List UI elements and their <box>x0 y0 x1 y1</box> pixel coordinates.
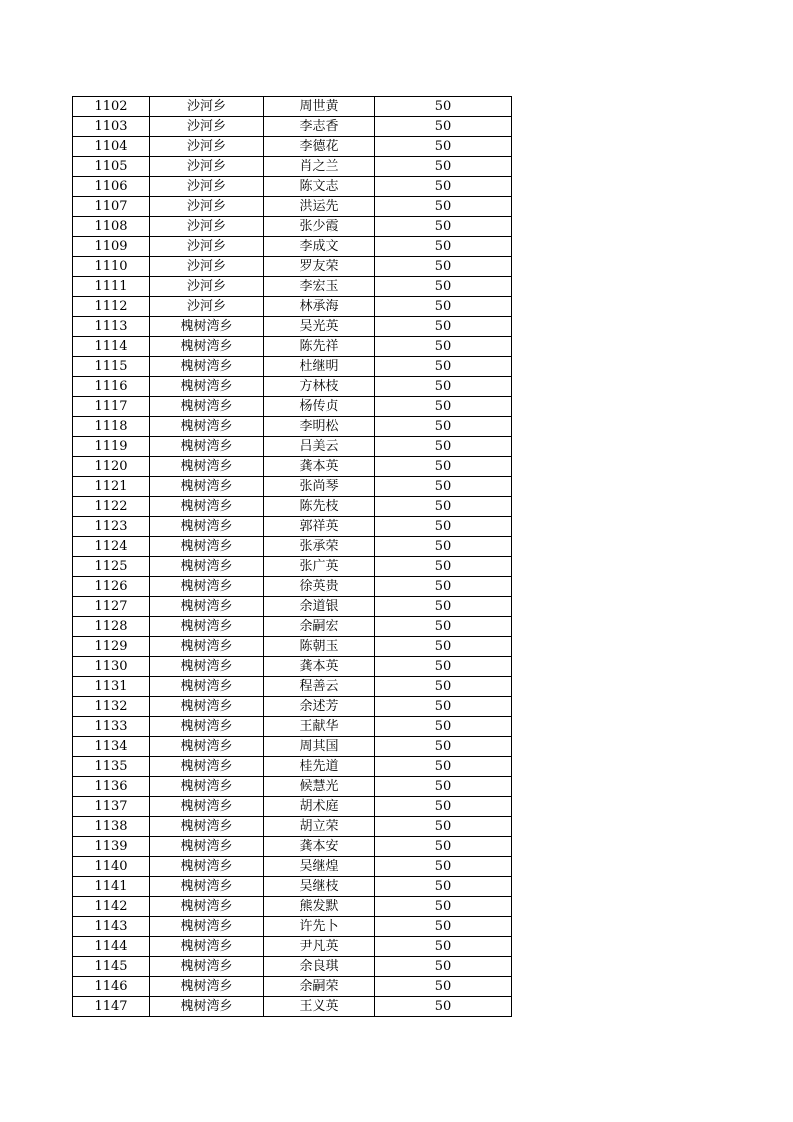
name-cell: 肖之兰 <box>264 157 375 177</box>
table-row <box>73 377 512 397</box>
amount-cell: 50 <box>375 857 512 877</box>
table-row <box>73 197 512 217</box>
amount-cell: 50 <box>375 697 512 717</box>
table-row <box>73 997 512 1017</box>
table-row <box>73 937 512 957</box>
table-row <box>73 137 512 157</box>
name-cell: 杨传贞 <box>264 397 375 417</box>
amount-cell: 50 <box>375 337 512 357</box>
name-cell: 郭祥英 <box>264 517 375 537</box>
township-cell: 槐树湾乡 <box>150 437 264 457</box>
table-row <box>73 397 512 417</box>
name-cell: 程善云 <box>264 677 375 697</box>
row-number-cell: 1106 <box>73 177 150 197</box>
name-cell: 王义英 <box>264 997 375 1017</box>
row-number-cell: 1140 <box>73 857 150 877</box>
table-row <box>73 477 512 497</box>
township-cell: 槐树湾乡 <box>150 797 264 817</box>
name-cell: 吴光英 <box>264 317 375 337</box>
name-cell: 龚本英 <box>264 657 375 677</box>
amount-cell: 50 <box>375 637 512 657</box>
name-cell: 罗友荣 <box>264 257 375 277</box>
table-row <box>73 977 512 997</box>
amount-cell: 50 <box>375 957 512 977</box>
table-row <box>73 557 512 577</box>
table-row <box>73 617 512 637</box>
township-cell: 槐树湾乡 <box>150 997 264 1017</box>
township-cell: 槐树湾乡 <box>150 477 264 497</box>
amount-cell: 50 <box>375 377 512 397</box>
row-number-cell: 1147 <box>73 997 150 1017</box>
amount-cell: 50 <box>375 397 512 417</box>
name-cell: 吴继枝 <box>264 877 375 897</box>
amount-cell: 50 <box>375 837 512 857</box>
township-cell: 槐树湾乡 <box>150 537 264 557</box>
table-row <box>73 297 512 317</box>
amount-cell: 50 <box>375 317 512 337</box>
township-cell: 沙河乡 <box>150 277 264 297</box>
township-cell: 槐树湾乡 <box>150 517 264 537</box>
table-row <box>73 697 512 717</box>
amount-cell: 50 <box>375 597 512 617</box>
township-cell: 槐树湾乡 <box>150 857 264 877</box>
township-cell: 槐树湾乡 <box>150 957 264 977</box>
table-row <box>73 577 512 597</box>
name-cell: 陈文志 <box>264 177 375 197</box>
name-cell: 陈先枝 <box>264 497 375 517</box>
row-number-cell: 1111 <box>73 277 150 297</box>
name-cell: 许先卜 <box>264 917 375 937</box>
township-cell: 槐树湾乡 <box>150 717 264 737</box>
township-cell: 槐树湾乡 <box>150 697 264 717</box>
amount-cell: 50 <box>375 897 512 917</box>
row-number-cell: 1102 <box>73 97 150 117</box>
row-number-cell: 1115 <box>73 357 150 377</box>
name-cell: 徐英贵 <box>264 577 375 597</box>
amount-cell: 50 <box>375 577 512 597</box>
township-cell: 沙河乡 <box>150 177 264 197</box>
township-cell: 槐树湾乡 <box>150 577 264 597</box>
township-cell: 槐树湾乡 <box>150 597 264 617</box>
amount-cell: 50 <box>375 257 512 277</box>
row-number-cell: 1130 <box>73 657 150 677</box>
table-row <box>73 497 512 517</box>
amount-cell: 50 <box>375 557 512 577</box>
amount-cell: 50 <box>375 997 512 1017</box>
name-cell: 张广英 <box>264 557 375 577</box>
township-cell: 槐树湾乡 <box>150 917 264 937</box>
amount-cell: 50 <box>375 217 512 237</box>
row-number-cell: 1138 <box>73 817 150 837</box>
table-row <box>73 437 512 457</box>
name-cell: 余嗣荣 <box>264 977 375 997</box>
table-row <box>73 857 512 877</box>
township-cell: 槐树湾乡 <box>150 677 264 697</box>
table-row <box>73 957 512 977</box>
township-cell: 槐树湾乡 <box>150 637 264 657</box>
name-cell: 龚本英 <box>264 457 375 477</box>
name-cell: 余嗣宏 <box>264 617 375 637</box>
table-row <box>73 257 512 277</box>
table-row <box>73 777 512 797</box>
name-cell: 林承海 <box>264 297 375 317</box>
row-number-cell: 1144 <box>73 937 150 957</box>
township-cell: 槐树湾乡 <box>150 737 264 757</box>
township-cell: 槐树湾乡 <box>150 877 264 897</box>
row-number-cell: 1104 <box>73 137 150 157</box>
name-cell: 尹凡英 <box>264 937 375 957</box>
row-number-cell: 1118 <box>73 417 150 437</box>
row-number-cell: 1123 <box>73 517 150 537</box>
name-cell: 李德花 <box>264 137 375 157</box>
table-row <box>73 757 512 777</box>
amount-cell: 50 <box>375 537 512 557</box>
row-number-cell: 1129 <box>73 637 150 657</box>
township-cell: 槐树湾乡 <box>150 657 264 677</box>
row-number-cell: 1122 <box>73 497 150 517</box>
amount-cell: 50 <box>375 917 512 937</box>
name-cell: 胡立荣 <box>264 817 375 837</box>
amount-cell: 50 <box>375 197 512 217</box>
amount-cell: 50 <box>375 157 512 177</box>
name-cell: 陈朝玉 <box>264 637 375 657</box>
township-cell: 槐树湾乡 <box>150 777 264 797</box>
township-cell: 槐树湾乡 <box>150 977 264 997</box>
amount-cell: 50 <box>375 517 512 537</box>
township-cell: 沙河乡 <box>150 157 264 177</box>
table-row <box>73 337 512 357</box>
name-cell: 余述芳 <box>264 697 375 717</box>
township-cell: 槐树湾乡 <box>150 357 264 377</box>
amount-cell: 50 <box>375 137 512 157</box>
row-number-cell: 1126 <box>73 577 150 597</box>
amount-cell: 50 <box>375 617 512 637</box>
row-number-cell: 1112 <box>73 297 150 317</box>
name-cell: 李宏玉 <box>264 277 375 297</box>
name-cell: 王献华 <box>264 717 375 737</box>
township-cell: 沙河乡 <box>150 297 264 317</box>
township-cell: 槐树湾乡 <box>150 897 264 917</box>
row-number-cell: 1120 <box>73 457 150 477</box>
amount-cell: 50 <box>375 937 512 957</box>
name-cell: 李志香 <box>264 117 375 137</box>
township-cell: 槐树湾乡 <box>150 377 264 397</box>
row-number-cell: 1137 <box>73 797 150 817</box>
table-row <box>73 537 512 557</box>
amount-cell: 50 <box>375 357 512 377</box>
township-cell: 槐树湾乡 <box>150 397 264 417</box>
amount-cell: 50 <box>375 297 512 317</box>
row-number-cell: 1121 <box>73 477 150 497</box>
name-cell: 吕美云 <box>264 437 375 457</box>
table-row <box>73 717 512 737</box>
row-number-cell: 1103 <box>73 117 150 137</box>
row-number-cell: 1107 <box>73 197 150 217</box>
row-number-cell: 1124 <box>73 537 150 557</box>
amount-cell: 50 <box>375 97 512 117</box>
amount-cell: 50 <box>375 477 512 497</box>
township-cell: 槐树湾乡 <box>150 417 264 437</box>
township-cell: 槐树湾乡 <box>150 617 264 637</box>
township-cell: 槐树湾乡 <box>150 457 264 477</box>
township-cell: 沙河乡 <box>150 217 264 237</box>
name-cell: 周其国 <box>264 737 375 757</box>
row-number-cell: 1133 <box>73 717 150 737</box>
name-cell: 李明松 <box>264 417 375 437</box>
name-cell: 李成文 <box>264 237 375 257</box>
row-number-cell: 1131 <box>73 677 150 697</box>
table-row <box>73 217 512 237</box>
table-row <box>73 897 512 917</box>
name-cell: 张承荣 <box>264 537 375 557</box>
name-cell: 吴继煌 <box>264 857 375 877</box>
name-cell: 候慧光 <box>264 777 375 797</box>
row-number-cell: 1108 <box>73 217 150 237</box>
name-cell: 熊发默 <box>264 897 375 917</box>
amount-cell: 50 <box>375 777 512 797</box>
township-cell: 沙河乡 <box>150 237 264 257</box>
township-cell: 沙河乡 <box>150 257 264 277</box>
amount-cell: 50 <box>375 237 512 257</box>
name-cell: 方林枝 <box>264 377 375 397</box>
row-number-cell: 1125 <box>73 557 150 577</box>
township-cell: 沙河乡 <box>150 137 264 157</box>
township-cell: 沙河乡 <box>150 97 264 117</box>
table-row <box>73 457 512 477</box>
table-row <box>73 837 512 857</box>
amount-cell: 50 <box>375 717 512 737</box>
name-cell: 洪运先 <box>264 197 375 217</box>
table-row <box>73 277 512 297</box>
row-number-cell: 1119 <box>73 437 150 457</box>
row-number-cell: 1132 <box>73 697 150 717</box>
table-row <box>73 97 512 117</box>
table-row <box>73 117 512 137</box>
row-number-cell: 1139 <box>73 837 150 857</box>
name-cell: 张尚琴 <box>264 477 375 497</box>
data-table <box>72 96 512 1017</box>
row-number-cell: 1114 <box>73 337 150 357</box>
table-row <box>73 657 512 677</box>
township-cell: 沙河乡 <box>150 117 264 137</box>
township-cell: 槐树湾乡 <box>150 497 264 517</box>
row-number-cell: 1145 <box>73 957 150 977</box>
row-number-cell: 1109 <box>73 237 150 257</box>
amount-cell: 50 <box>375 757 512 777</box>
amount-cell: 50 <box>375 417 512 437</box>
table-row <box>73 157 512 177</box>
name-cell: 余道银 <box>264 597 375 617</box>
table-row <box>73 637 512 657</box>
township-cell: 沙河乡 <box>150 197 264 217</box>
name-cell: 杜继明 <box>264 357 375 377</box>
township-cell: 槐树湾乡 <box>150 337 264 357</box>
row-number-cell: 1134 <box>73 737 150 757</box>
row-number-cell: 1142 <box>73 897 150 917</box>
township-cell: 槐树湾乡 <box>150 317 264 337</box>
amount-cell: 50 <box>375 457 512 477</box>
township-cell: 槐树湾乡 <box>150 757 264 777</box>
table-row <box>73 177 512 197</box>
township-cell: 槐树湾乡 <box>150 557 264 577</box>
table-row <box>73 417 512 437</box>
table-row <box>73 797 512 817</box>
row-number-cell: 1135 <box>73 757 150 777</box>
table-row <box>73 877 512 897</box>
table-row <box>73 517 512 537</box>
name-cell: 周世黄 <box>264 97 375 117</box>
table-row <box>73 357 512 377</box>
row-number-cell: 1105 <box>73 157 150 177</box>
amount-cell: 50 <box>375 497 512 517</box>
name-cell: 桂先道 <box>264 757 375 777</box>
table-row <box>73 677 512 697</box>
amount-cell: 50 <box>375 737 512 757</box>
row-number-cell: 1128 <box>73 617 150 637</box>
amount-cell: 50 <box>375 437 512 457</box>
row-number-cell: 1113 <box>73 317 150 337</box>
row-number-cell: 1127 <box>73 597 150 617</box>
table-row <box>73 597 512 617</box>
name-cell: 龚本安 <box>264 837 375 857</box>
amount-cell: 50 <box>375 277 512 297</box>
table-row <box>73 737 512 757</box>
amount-cell: 50 <box>375 117 512 137</box>
amount-cell: 50 <box>375 677 512 697</box>
table-row <box>73 817 512 837</box>
amount-cell: 50 <box>375 797 512 817</box>
row-number-cell: 1141 <box>73 877 150 897</box>
name-cell: 张少霞 <box>264 217 375 237</box>
township-cell: 槐树湾乡 <box>150 817 264 837</box>
amount-cell: 50 <box>375 657 512 677</box>
name-cell: 余良琪 <box>264 957 375 977</box>
amount-cell: 50 <box>375 817 512 837</box>
table-row <box>73 237 512 257</box>
row-number-cell: 1110 <box>73 257 150 277</box>
amount-cell: 50 <box>375 977 512 997</box>
table-row <box>73 317 512 337</box>
row-number-cell: 1146 <box>73 977 150 997</box>
amount-cell: 50 <box>375 877 512 897</box>
row-number-cell: 1117 <box>73 397 150 417</box>
row-number-cell: 1143 <box>73 917 150 937</box>
table-row <box>73 917 512 937</box>
name-cell: 胡术庭 <box>264 797 375 817</box>
row-number-cell: 1136 <box>73 777 150 797</box>
township-cell: 槐树湾乡 <box>150 837 264 857</box>
name-cell: 陈先祥 <box>264 337 375 357</box>
table-body <box>73 97 512 1017</box>
township-cell: 槐树湾乡 <box>150 937 264 957</box>
amount-cell: 50 <box>375 177 512 197</box>
row-number-cell: 1116 <box>73 377 150 397</box>
